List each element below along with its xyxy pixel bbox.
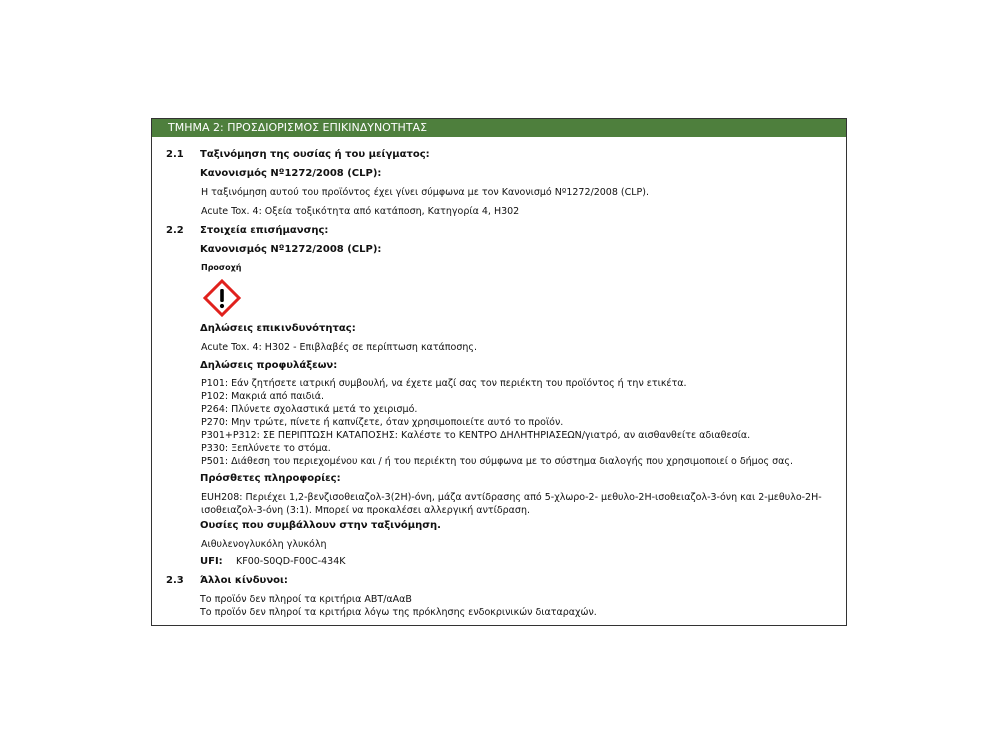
exclamation-mark-ghs07-icon <box>203 279 241 317</box>
precaution-p330: P330: Ξεπλύνετε το στόμα. <box>201 443 331 454</box>
subsection-number-2-3: 2.3 <box>166 575 184 586</box>
additional-info-title: Πρόσθετες πληροφορίες: <box>200 473 341 484</box>
ufi-label: UFI: <box>200 556 223 567</box>
classification-text: Η ταξινόμηση αυτού του προϊόντος έχει γίνει σύμφωνα με τον Κανονισμό Nº1272/2008 (CLP). <box>201 187 649 198</box>
precaution-p301-p312: P301+P312: ΣΕ ΠΕΡΙΠΤΩΣΗ ΚΑΤΑΠΟΣΗΣ: Καλέστε το ΚΕΝΤΡΟ ΔΗΛΗΤΗΡΙΑΣΕΩΝ/γιατρό, αν αισθανθείτε αδιαθεσία. <box>201 430 751 441</box>
contributing-substance: Αιθυλενογλυκόλη γλυκόλη <box>201 539 327 550</box>
other-hazards-endocrine-text: Το προϊόν δεν πληροί τα κριτήρια λόγω της πρόκλησης ενδοκρινικών διαταραχών. <box>200 607 597 618</box>
additional-info-line-2: ισοθειαζολ-3-όνη (3:1). Μπορεί να προκαλέσει αλλεργική αντίδραση. <box>201 505 530 516</box>
ufi-value: KF00-S0QD-F00C-434K <box>236 556 346 567</box>
precautionary-statements-title: Δηλώσεις προφυλάξεων: <box>200 360 338 371</box>
sds-section-panel <box>151 118 847 626</box>
contributing-substances-title: Ουσίες που συμβάλλουν στην ταξινόμηση. <box>200 520 441 531</box>
acute-tox-text: Acute Tox. 4: Οξεία τοξικότητα από κατάποση, Κατηγορία 4, H302 <box>201 206 520 217</box>
subsection-title-2-1: Ταξινόμηση της ουσίας ή του μείγματος: <box>200 149 430 160</box>
regulation-heading-2-1: Κανονισμός Nº1272/2008 (CLP): <box>200 168 382 179</box>
precaution-p101: P101: Εάν ζητήσετε ιατρική συμβουλή, να έχετε μαζί σας τον περιέκτη του προϊόντος ή την ετικέτα. <box>201 378 687 389</box>
hazard-statement-h302: Acute Tox. 4: H302 - Επιβλαβές σε περίπτωση κατάποσης. <box>201 342 477 353</box>
other-hazards-pbt-text: Το προϊόν δεν πληροί τα κριτήρια ABT/αΑαΒ <box>200 594 412 605</box>
subsection-title-2-3: Άλλοι κίνδυνοι: <box>200 575 288 586</box>
subsection-number-2-1: 2.1 <box>166 149 184 160</box>
subsection-number-2-2: 2.2 <box>166 225 184 236</box>
hazard-statements-title: Δηλώσεις επικινδυνότητας: <box>200 323 356 334</box>
precaution-p270: P270: Μην τρώτε, πίνετε ή καπνίζετε, όταν χρησιμοποιείτε αυτό το προϊόν. <box>201 417 564 428</box>
precaution-p102: P102: Μακριά από παιδιά. <box>201 391 324 402</box>
section-header: ΤΜΗΜΑ 2: ΠΡΟΣΔΙΟΡΙΣΜΟΣ ΕΠΙΚΙΝΔΥΝΟΤΗΤΑΣ <box>152 119 846 137</box>
precaution-p264: P264: Πλύνετε σχολαστικά μετά το χειρισμό. <box>201 404 418 415</box>
signal-word: Προσοχή <box>201 263 242 272</box>
additional-info-line-1: EUH208: Περιέχει 1,2-βενζισοθειαζολ-3(2H)-όνη, μάζα αντίδρασης από 5-χλωρο-2- μεθυλο-2Η-ισοθειαζολ-3-όνη και 2-μεθυλο-2Η- <box>201 492 822 503</box>
subsection-title-2-2: Στοιχεία επισήμανσης: <box>200 225 329 236</box>
precaution-p501: P501: Διάθεση του περιεχομένου και / ή του περιέκτη του σύμφωνα με το σύστημα διαλογής που χρησιμοποιεί ο δήμος σας. <box>201 456 793 467</box>
regulation-heading-2-2: Κανονισμός Nº1272/2008 (CLP): <box>200 244 382 255</box>
